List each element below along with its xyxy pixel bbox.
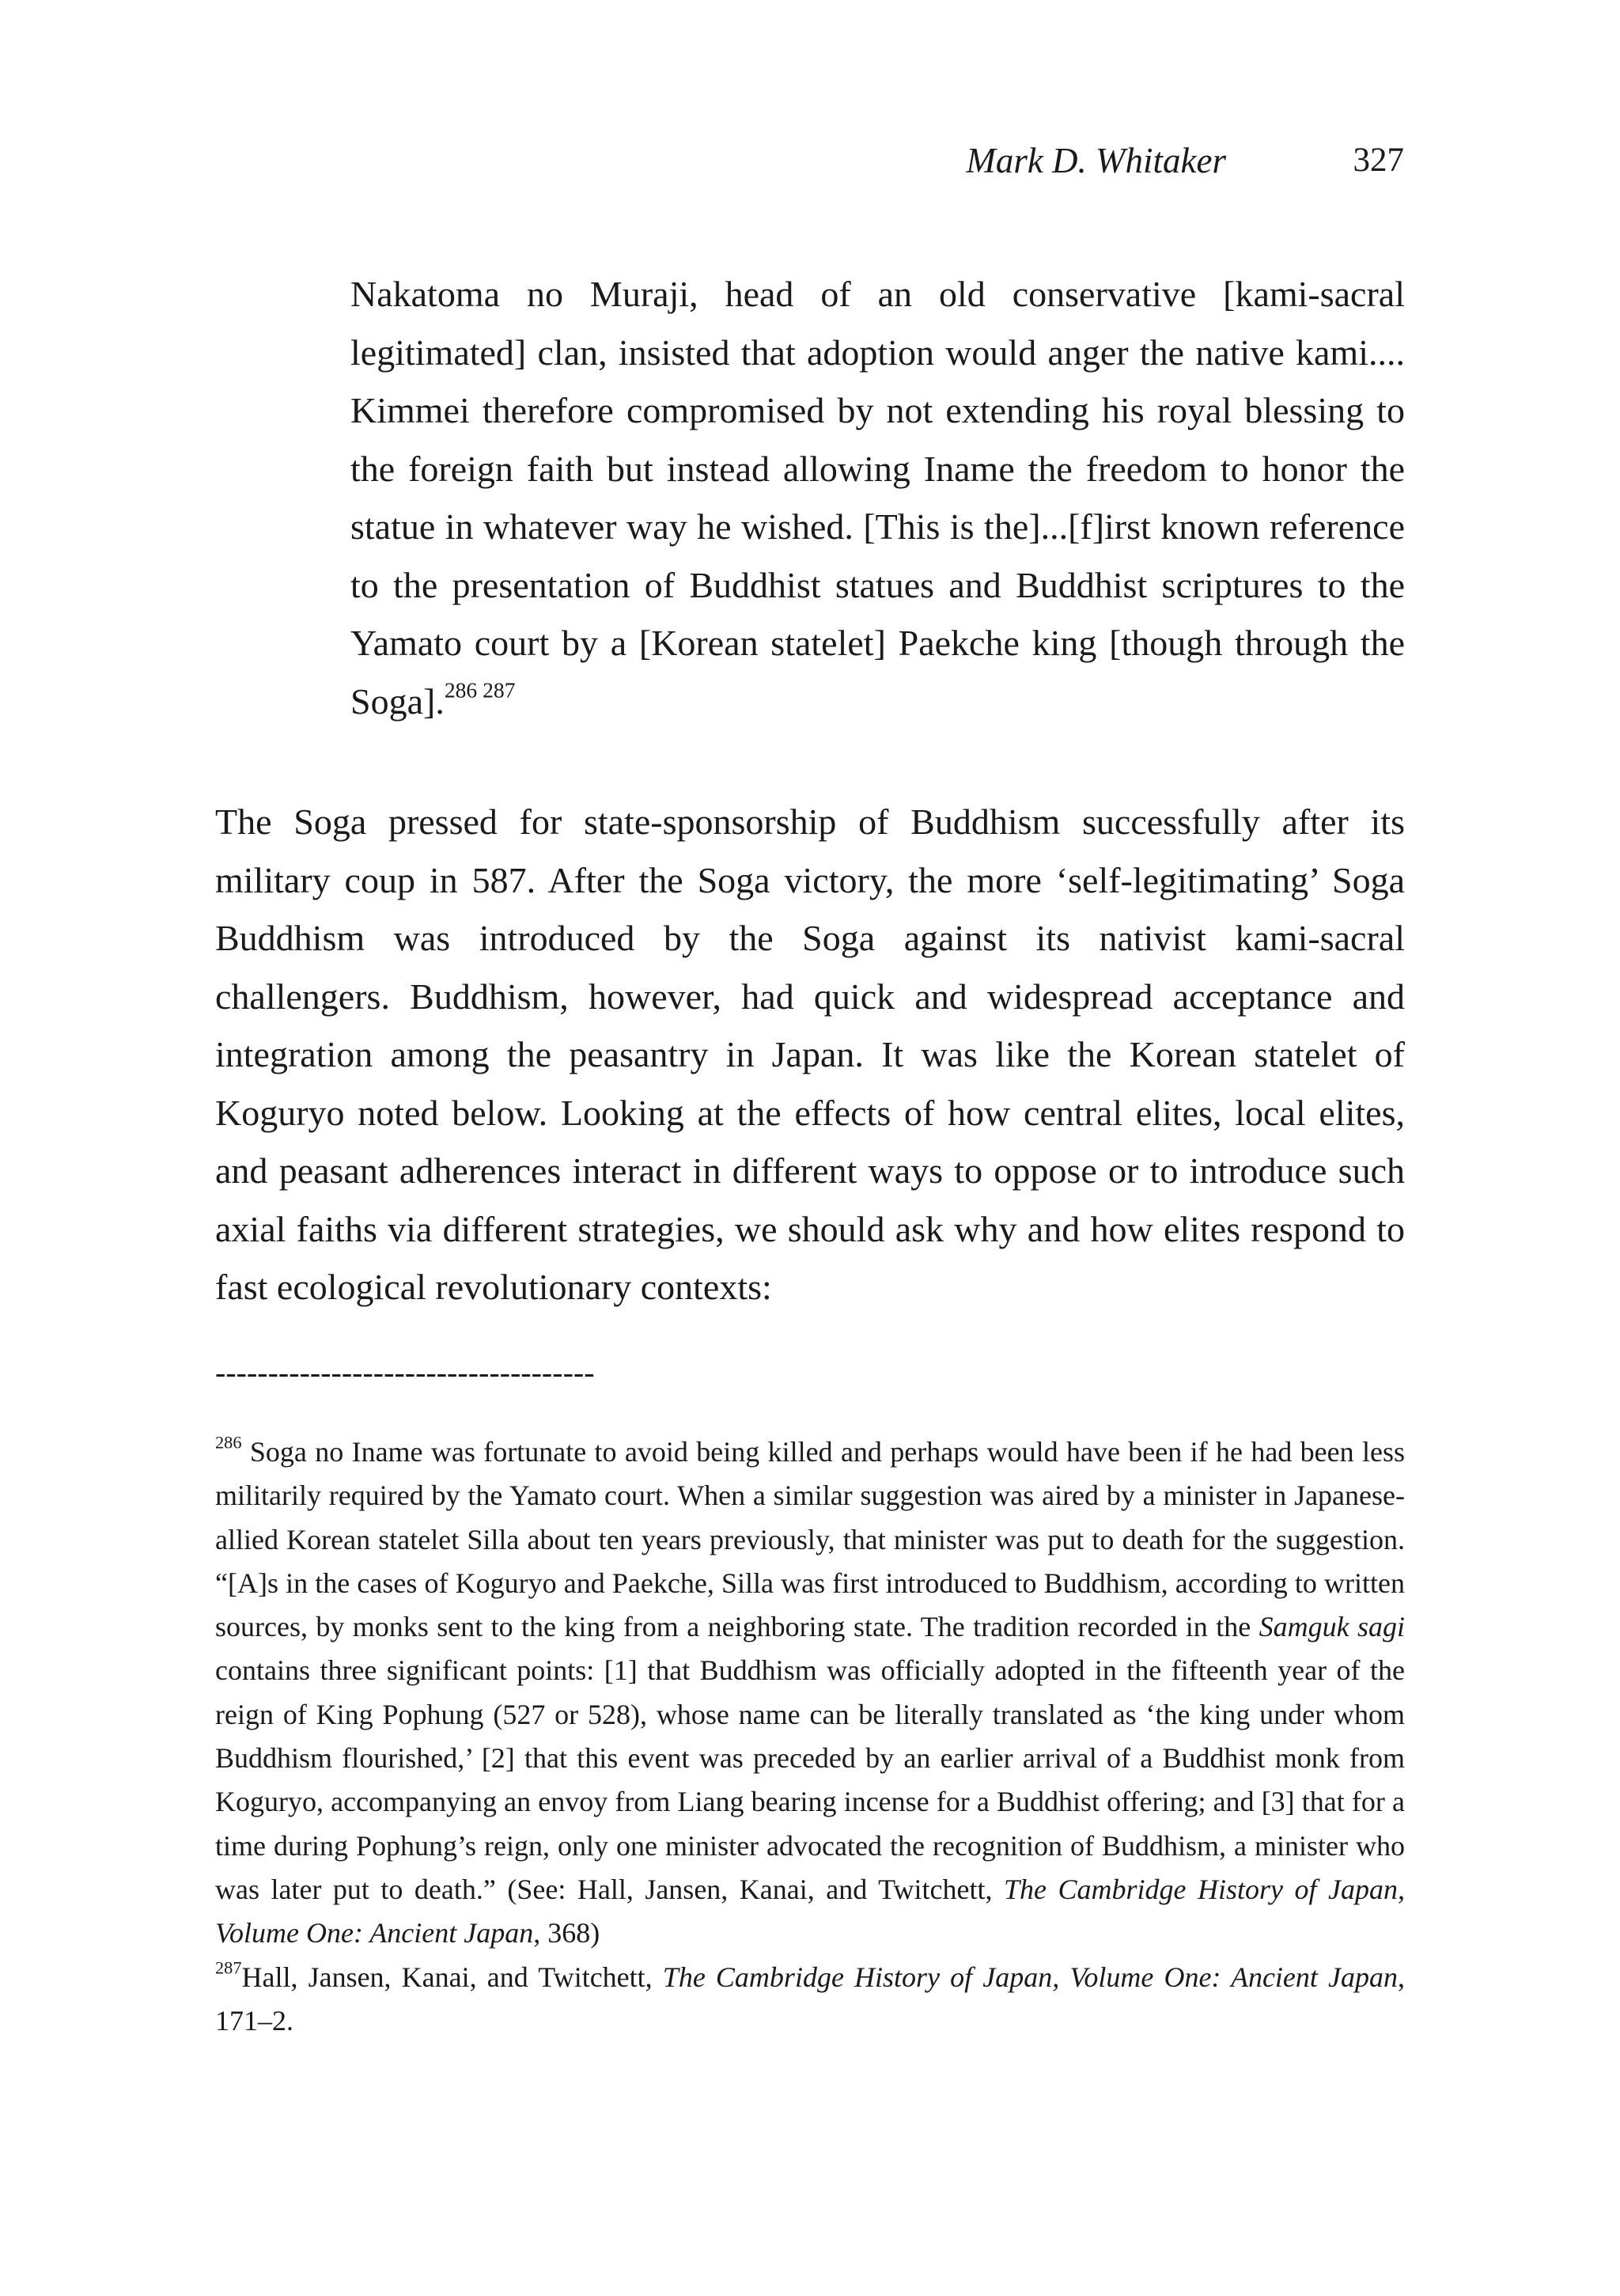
footnotes-section (215, 1430, 1405, 2043)
running-head-author: Mark D. Whitaker (966, 141, 1226, 180)
footnote-ref-286[interactable]: 286 (444, 676, 478, 702)
footnote-287-text-c: , 171–2. (215, 1961, 1406, 2036)
footnote-287 (215, 1956, 1405, 2044)
footnote-287-book-title: The Cambridge History of Japan, Volume One: Ancient Japan (662, 1961, 1399, 1993)
footnote-286-samguk-sagi: Samguk sagi (1259, 1611, 1405, 1643)
body-paragraph: The Soga pressed for state-sponsorship of Buddhism successfully after its military coup in 587. After the Soga victory, the more ‘self-legitimating’ Soga Buddhism was introduced by the Soga against its nativist kami-sacral challengers. Buddhism, however, had quick and widespread acceptance and integration among the peasantry in Japan. It was like the Korean statelet of Koguryo noted below. Looking at the effects of how central elites, local elites, and peasant adherences interact in different ways to oppose or to introduce such axial faiths via different strategies, we should ask why and how elites respond to fast ecological revolutionary contexts: (215, 801, 1405, 1307)
footnote-286-text-b: contains three significant points: [1] that Buddhism was officially adopted in the fifteenth year of the reign of King Pophung (527 or 528), whose name can be literally translated as ‘the king under whom Buddhism flourished,’ [2] that this event was preceded by an earlier arrival of a Buddhist monk from Koguryo, accompanying an envoy from Liang bearing incense for a Buddhist offering; and [3] that for a time during Pophung’s reign, only one minister advocated the recognition of Buddhism, a minister who was later put to death.” (See: Hall, Jansen, Kanai, and Twitchett, (215, 1654, 1405, 1905)
block-quote-text: Nakatoma no Muraji, head of an old conservative [kami-sacral legitimated] clan, insisted that adoption would anger the native kami.... Kimmei therefore compromised by not extending his royal blessing to the foreign faith but instead allowing Iname the freedom to honor the statue in whatever way he wished. [This is the]...[f]irst known reference to the presentation of Buddhist statues and Buddhist scriptures to the Yamato court by a [Korean statelet] Paekche king [though through the Soga]. (350, 274, 1405, 722)
footnote-287-text-a: Hall, Jansen, Kanai, and Twitchett, (241, 1961, 663, 1993)
block-quote (350, 265, 1405, 730)
footnote-separator: ------------------------------------ (215, 1354, 595, 1390)
footnote-286-text-a: Soga no Iname was fortunate to avoid being killed and perhaps would have been if he had been less militarily required by the Yamato court. When a similar suggestion was aired by a minister in Japanese-allied Korean statelet Silla about ten years previously, that minister was put to death for the suggestion. “[A]s in the cases of Koguryo and Paekche, Silla was first introduced to Buddhism, according to written sources, by monks sent to the king from a neighboring state. The tradition recorded in the (215, 1436, 1406, 1643)
footnote-ref-287[interactable] (477, 677, 515, 702)
footnote-number-286: 286 (215, 1432, 242, 1453)
footnote-number-287: 287 (215, 1957, 242, 1977)
page-number: 327 (1353, 142, 1404, 179)
footnote-286 (215, 1430, 1405, 1956)
page-header (218, 133, 1404, 188)
footnote-286-book-title: The Cambridge History of Japan, Volume One: Ancient Japan (215, 1873, 1406, 1949)
footnote-286-text-c: , 368) (533, 1917, 600, 1949)
footnote-ref-287-text: 287 (483, 676, 516, 702)
